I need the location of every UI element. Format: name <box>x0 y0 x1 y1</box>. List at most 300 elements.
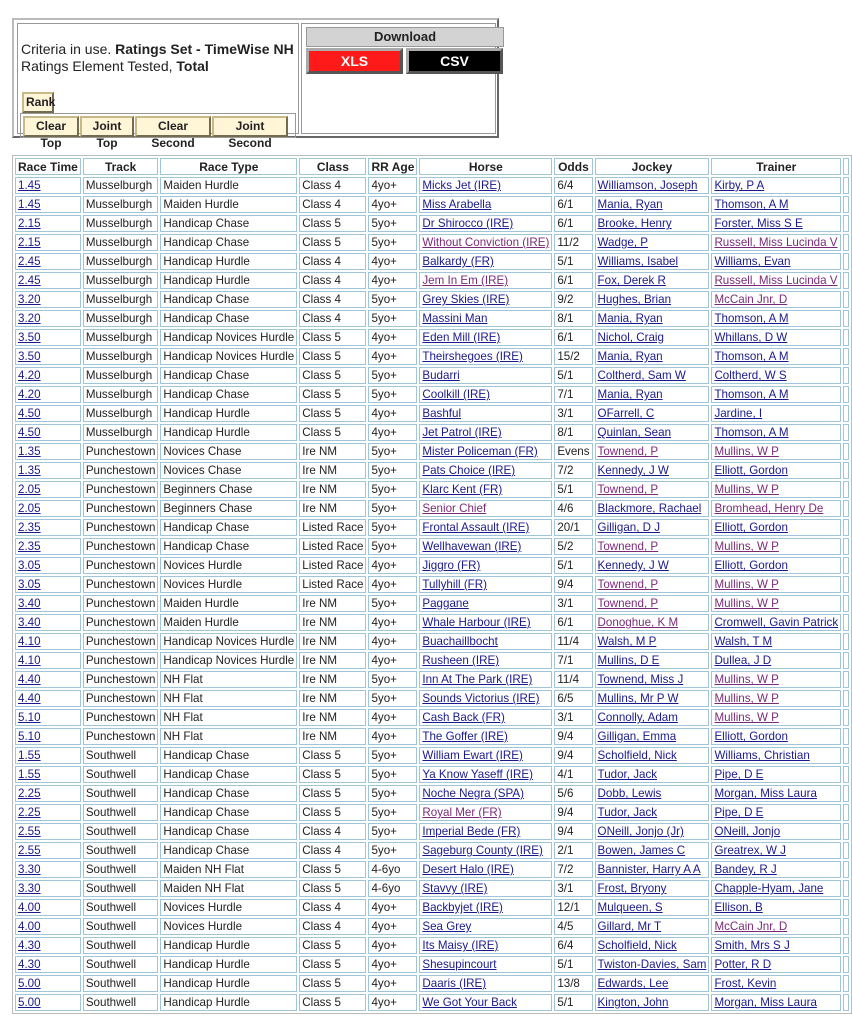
age-cell: 5yo+ <box>368 766 417 783</box>
horse-link[interactable]: Buachaillbocht <box>422 635 498 648</box>
joint-top-button[interactable]: Joint Top <box>80 116 134 137</box>
jockey-link[interactable]: Connolly, Adam <box>597 711 678 724</box>
jockey-cell <box>595 443 710 460</box>
jockey-link[interactable]: Tudor, Jack <box>597 768 658 781</box>
race-time-link[interactable]: 2.35 <box>18 521 41 534</box>
race-time-link[interactable]: 3.50 <box>18 331 41 344</box>
race-time-link[interactable]: 4.00 <box>18 901 41 914</box>
trainer-link[interactable]: Thomson, A M <box>714 350 789 363</box>
horse-cell <box>419 329 552 346</box>
trainer-link[interactable]: Mullins, W P <box>714 578 779 591</box>
track-cell: Punchestown <box>83 576 159 593</box>
jockey-link[interactable]: Williams, Isabel <box>597 255 679 268</box>
jockey-link[interactable]: Kington, John <box>597 996 669 1009</box>
type-cell: Handicap Hurdle <box>160 424 297 441</box>
type-cell: Handicap Hurdle <box>160 975 297 992</box>
joint-second-button[interactable]: Joint Second <box>212 116 288 137</box>
trainer-link[interactable]: Mullins, W P <box>714 540 779 553</box>
xls-download-button[interactable]: XLS <box>306 48 403 74</box>
truncated-cell <box>843 405 849 422</box>
column-header-odds[interactable]: Odds <box>554 158 592 175</box>
trainer-link[interactable]: Kirby, P A <box>714 179 765 192</box>
table-row <box>15 481 849 498</box>
horse-link[interactable]: Rusheen (IRE) <box>422 654 500 667</box>
track-cell: Southwell <box>83 899 159 916</box>
time-cell <box>15 804 81 821</box>
trainer-link[interactable]: Thomson, A M <box>714 198 789 211</box>
jockey-link[interactable]: Quinlan, Sean <box>597 426 672 439</box>
time-cell <box>15 823 81 840</box>
jockey-cell <box>595 880 710 897</box>
trainer-link[interactable]: Thomson, A M <box>714 388 789 401</box>
truncated-cell <box>843 234 849 251</box>
truncated-cell <box>843 557 849 574</box>
race-time-link[interactable]: 5.00 <box>18 977 41 990</box>
class-cell: Class 5 <box>299 367 366 384</box>
race-time-link[interactable]: 5.10 <box>18 711 41 724</box>
horse-cell <box>419 576 552 593</box>
trainer-cell <box>711 348 841 365</box>
horse-link[interactable]: William Ewart (IRE) <box>422 749 523 762</box>
time-cell <box>15 348 81 365</box>
track-cell: Musselburgh <box>83 253 159 270</box>
race-time-link[interactable]: 3.20 <box>18 293 41 306</box>
trainer-link[interactable]: Bromhead, Henry De <box>714 502 824 515</box>
jockey-link[interactable]: ONeill, Jonjo (Jr) <box>597 825 684 838</box>
horse-link[interactable]: Frontal Assault (IRE) <box>422 521 530 534</box>
truncated-cell <box>843 329 849 346</box>
trainer-cell <box>711 367 841 384</box>
jockey-link[interactable]: Hughes, Brian <box>597 293 672 306</box>
jockey-link[interactable]: Mania, Ryan <box>597 312 663 325</box>
horse-link[interactable]: Micks Jet (IRE) <box>422 179 501 192</box>
race-time-link[interactable]: 3.30 <box>18 863 41 876</box>
race-time-link[interactable]: 2.25 <box>18 787 41 800</box>
jockey-link[interactable]: Fox, Derek R <box>597 274 666 287</box>
criteria-element-value: Total <box>176 58 209 74</box>
horse-cell <box>419 177 552 194</box>
track-cell: Punchestown <box>83 557 159 574</box>
track-cell: Southwell <box>83 785 159 802</box>
odds-cell: 9/4 <box>554 804 592 821</box>
race-time-link[interactable]: 1.55 <box>18 749 41 762</box>
column-header-jockey[interactable]: Jockey <box>595 158 710 175</box>
jockey-link[interactable]: Gillard, Mr T <box>597 920 662 933</box>
trainer-cell <box>711 709 841 726</box>
trainer-link[interactable]: Pipe, D E <box>714 768 764 781</box>
table-row <box>15 329 849 346</box>
race-time-link[interactable]: 5.00 <box>18 996 41 1009</box>
trainer-link[interactable]: Bandey, R J <box>714 863 777 876</box>
column-header-horse[interactable]: Horse <box>419 158 552 175</box>
jockey-link[interactable]: Blackmore, Rachael <box>597 502 702 515</box>
table-row <box>15 310 849 327</box>
horse-link[interactable]: Wellhavewan (IRE) <box>422 540 522 553</box>
race-time-link[interactable]: 2.45 <box>18 255 41 268</box>
race-time-link[interactable]: 4.10 <box>18 654 41 667</box>
column-header-track[interactable]: Track <box>83 158 159 175</box>
type-cell: Beginners Chase <box>160 481 297 498</box>
race-time-link[interactable]: 1.45 <box>18 179 41 192</box>
trainer-link[interactable]: Ellison, B <box>714 901 763 914</box>
column-header-rr-age[interactable]: RR Age <box>368 158 417 175</box>
track-cell: Punchestown <box>83 709 159 726</box>
table-row <box>15 196 849 213</box>
horse-link[interactable]: Whale Harbour (IRE) <box>422 616 531 629</box>
horse-link[interactable]: Massini Man <box>422 312 488 325</box>
trainer-link[interactable]: Mullins, W P <box>714 483 779 496</box>
odds-cell: 7/2 <box>554 861 592 878</box>
trainer-cell <box>711 177 841 194</box>
type-cell: Handicap Hurdle <box>160 405 297 422</box>
table-row <box>15 766 849 783</box>
jockey-link[interactable]: Mulqueen, S <box>597 901 663 914</box>
horse-cell <box>419 291 552 308</box>
race-time-link[interactable]: 4.40 <box>18 692 41 705</box>
horse-link[interactable]: Desert Halo (IRE) <box>422 863 514 876</box>
trainer-link[interactable]: Coltherd, W S <box>714 369 787 382</box>
horse-link[interactable]: Inn At The Park (IRE) <box>422 673 533 686</box>
jockey-link[interactable]: Gilligan, Emma <box>597 730 677 743</box>
truncated-cell <box>843 272 849 289</box>
horse-cell <box>419 234 552 251</box>
truncated-cell <box>843 519 849 536</box>
trainer-cell <box>711 804 841 821</box>
horse-link[interactable]: Grey Skies (IRE) <box>422 293 510 306</box>
horse-link[interactable]: The Goffer (IRE) <box>422 730 508 743</box>
race-time-link[interactable]: 2.55 <box>18 825 41 838</box>
column-header-race-time[interactable]: Race Time <box>15 158 81 175</box>
race-time-link[interactable]: 4.00 <box>18 920 41 933</box>
rank-button[interactable]: Rank <box>22 92 54 113</box>
race-time-link[interactable]: 1.55 <box>18 768 41 781</box>
horse-link[interactable]: Jet Patrol (IRE) <box>422 426 502 439</box>
race-time-link[interactable]: 4.10 <box>18 635 41 648</box>
race-time-link[interactable]: 2.15 <box>18 217 41 230</box>
horse-cell <box>419 652 552 669</box>
horse-cell <box>419 766 552 783</box>
trainer-link[interactable]: Chapple-Hyam, Jane <box>714 882 824 895</box>
jockey-link[interactable]: Gilligan, D J <box>597 521 661 534</box>
trainer-cell <box>711 956 841 973</box>
age-cell: 5yo+ <box>368 747 417 764</box>
age-cell: 4yo+ <box>368 405 417 422</box>
race-time-link[interactable]: 2.25 <box>18 806 41 819</box>
horse-link[interactable]: Noche Negra (SPA) <box>422 787 524 800</box>
class-cell: Class 5 <box>299 215 366 232</box>
truncated-cell <box>843 291 849 308</box>
trainer-cell <box>711 785 841 802</box>
track-cell: Musselburgh <box>83 329 159 346</box>
trainer-cell <box>711 253 841 270</box>
race-time-link[interactable]: 4.50 <box>18 426 41 439</box>
trainer-link[interactable]: Greatrex, W J <box>714 844 786 857</box>
horse-link[interactable]: Sea Grey <box>422 920 472 933</box>
time-cell <box>15 177 81 194</box>
time-cell <box>15 652 81 669</box>
race-time-link[interactable]: 4.20 <box>18 369 41 382</box>
type-cell: Maiden Hurdle <box>160 177 297 194</box>
jockey-link[interactable]: Donoghue, K M <box>597 616 679 629</box>
time-cell <box>15 785 81 802</box>
truncated-cell <box>843 918 849 935</box>
jockey-link[interactable]: Bannister, Harry A A <box>597 863 701 876</box>
trainer-link[interactable]: McCain Jnr, D <box>714 293 788 306</box>
jockey-link[interactable]: Twiston-Davies, Sam <box>597 958 707 971</box>
class-cell: Class 4 <box>299 842 366 859</box>
horse-link[interactable]: Bashful <box>422 407 462 420</box>
race-time-link[interactable]: 2.05 <box>18 483 41 496</box>
trainer-link[interactable]: Elliott, Gordon <box>714 730 788 743</box>
results-body <box>15 177 849 1011</box>
trainer-link[interactable]: Thomson, A M <box>714 312 789 325</box>
type-cell: Handicap Novices Hurdle <box>160 633 297 650</box>
jockey-link[interactable]: Williamson, Joseph <box>597 179 698 192</box>
table-row <box>15 994 849 1011</box>
time-cell <box>15 196 81 213</box>
horse-link[interactable]: Cash Back (FR) <box>422 711 505 724</box>
truncated-cell <box>843 443 849 460</box>
type-cell: NH Flat <box>160 690 297 707</box>
jockey-link[interactable]: Bowen, James C <box>597 844 686 857</box>
horse-link[interactable]: Its Maisy (IRE) <box>422 939 499 952</box>
horse-link[interactable]: Sounds Victorius (IRE) <box>422 692 540 705</box>
jockey-link[interactable]: Townend, P <box>597 597 659 610</box>
track-cell: Musselburgh <box>83 310 159 327</box>
race-time-link[interactable]: 3.40 <box>18 597 41 610</box>
jockey-link[interactable]: Scholfield, Nick <box>597 939 677 952</box>
clear-second-button[interactable]: Clear Second <box>135 116 211 137</box>
odds-cell: 8/1 <box>554 424 592 441</box>
horse-link[interactable]: Paggane <box>422 597 469 610</box>
race-time-link[interactable]: 3.30 <box>18 882 41 895</box>
track-cell: Punchestown <box>83 652 159 669</box>
trainer-link[interactable]: Cromwell, Gavin Patrick <box>714 616 839 629</box>
class-cell: Class 5 <box>299 234 366 251</box>
trainer-link[interactable]: Morgan, Miss Laura <box>714 787 817 800</box>
horse-cell <box>419 709 552 726</box>
race-time-link[interactable]: 2.45 <box>18 274 41 287</box>
trainer-link[interactable]: Frost, Kevin <box>714 977 777 990</box>
race-time-link[interactable]: 4.30 <box>18 958 41 971</box>
jockey-link[interactable]: Nichol, Craig <box>597 331 664 344</box>
horse-link[interactable]: Mister Policeman (FR) <box>422 445 538 458</box>
horse-link[interactable]: Daaris (IRE) <box>422 977 487 990</box>
trainer-link[interactable]: Mullins, W P <box>714 673 779 686</box>
jockey-link[interactable]: Mania, Ryan <box>597 350 663 363</box>
age-cell: 5yo+ <box>368 291 417 308</box>
trainer-link[interactable]: Thomson, A M <box>714 426 789 439</box>
horse-link[interactable]: Shesupincourt <box>422 958 497 971</box>
race-time-link[interactable]: 2.15 <box>18 236 41 249</box>
trainer-link[interactable]: McCain Jnr, D <box>714 920 788 933</box>
horse-link[interactable]: We Got Your Back <box>422 996 517 1009</box>
horse-link[interactable]: Eden Mill (IRE) <box>422 331 501 344</box>
horse-cell <box>419 880 552 897</box>
horse-link[interactable]: Jem In Em (IRE) <box>422 274 509 287</box>
trainer-link[interactable]: Williams, Christian <box>714 749 810 762</box>
horse-link[interactable]: Stavvy (IRE) <box>422 882 488 895</box>
age-cell: 5yo+ <box>368 386 417 403</box>
jockey-link[interactable]: Kennedy, J W <box>597 559 669 572</box>
trainer-link[interactable]: Pipe, D E <box>714 806 764 819</box>
trainer-link[interactable]: Potter, R D <box>714 958 772 971</box>
odds-cell: 5/6 <box>554 785 592 802</box>
time-cell <box>15 937 81 954</box>
trainer-link[interactable]: Mullins, W P <box>714 445 779 458</box>
jockey-link[interactable]: Tudor, Jack <box>597 806 658 819</box>
horse-link[interactable]: Without Conviction (IRE) <box>422 236 550 249</box>
horse-link[interactable]: Backbyjet (IRE) <box>422 901 503 914</box>
track-cell: Musselburgh <box>83 272 159 289</box>
clear-top-button[interactable]: Clear Top <box>23 116 79 137</box>
jockey-cell <box>595 462 710 479</box>
trainer-link[interactable]: Elliott, Gordon <box>714 464 788 477</box>
trainer-link[interactable]: Morgan, Miss Laura <box>714 996 817 1009</box>
race-time-link[interactable]: 2.35 <box>18 540 41 553</box>
table-row <box>15 367 849 384</box>
horse-link[interactable]: Ya Know Yaseff (IRE) <box>422 768 533 781</box>
jockey-cell <box>595 253 710 270</box>
jockey-cell <box>595 177 710 194</box>
column-header-trainer[interactable]: Trainer <box>711 158 841 175</box>
horse-link[interactable]: Tullyhill (FR) <box>422 578 487 591</box>
trainer-cell <box>711 861 841 878</box>
horse-link[interactable]: Budarri <box>422 369 460 382</box>
trainer-link[interactable]: Elliott, Gordon <box>714 521 788 534</box>
horse-link[interactable]: Royal Mer (FR) <box>422 806 502 819</box>
odds-cell: 5/1 <box>554 557 592 574</box>
horse-link[interactable]: Klarc Kent (FR) <box>422 483 503 496</box>
trainer-link[interactable]: Smith, Mrs S J <box>714 939 790 952</box>
trainer-link[interactable]: ONeill, Jonjo <box>714 825 781 838</box>
column-header-class[interactable]: Class <box>299 158 366 175</box>
age-cell: 4-6yo <box>368 880 417 897</box>
truncated-cell <box>843 652 849 669</box>
race-time-link[interactable]: 2.55 <box>18 844 41 857</box>
trainer-link[interactable]: Mullins, W P <box>714 597 779 610</box>
odds-cell: 9/4 <box>554 747 592 764</box>
horse-link[interactable]: Coolkill (IRE) <box>422 388 491 401</box>
jockey-link[interactable]: OFarrell, C <box>597 407 655 420</box>
trainer-link[interactable]: Dullea, J D <box>714 654 772 667</box>
trainer-link[interactable]: Mullins, W P <box>714 711 779 724</box>
trainer-link[interactable]: Russell, Miss Lucinda V <box>714 236 838 249</box>
race-time-link[interactable]: 4.50 <box>18 407 41 420</box>
jockey-link[interactable]: Scholfield, Nick <box>597 749 677 762</box>
horse-link[interactable]: Balkardy (FR) <box>422 255 494 268</box>
horse-link[interactable]: Senior Chief <box>422 502 487 515</box>
horse-link[interactable]: Theirshegoes (IRE) <box>422 350 523 363</box>
jockey-link[interactable]: Townend, Miss J <box>597 673 684 686</box>
jockey-link[interactable]: Coltherd, Sam W <box>597 369 686 382</box>
jockey-link[interactable]: Mania, Ryan <box>597 388 663 401</box>
jockey-cell <box>595 405 710 422</box>
race-time-link[interactable]: 4.30 <box>18 939 41 952</box>
time-cell <box>15 481 81 498</box>
jockey-link[interactable]: Mullins, D E <box>597 654 660 667</box>
jockey-link[interactable]: Wadge, P <box>597 236 649 249</box>
jockey-link[interactable]: Edwards, Lee <box>597 977 669 990</box>
jockey-link[interactable]: Brooke, Henry <box>597 217 672 230</box>
race-time-link[interactable]: 1.35 <box>18 464 41 477</box>
jockey-link[interactable]: Frost, Bryony <box>597 882 667 895</box>
trainer-link[interactable]: Whillans, D W <box>714 331 788 344</box>
trainer-link[interactable]: Russell, Miss Lucinda V <box>714 274 838 287</box>
trainer-link[interactable]: Elliott, Gordon <box>714 559 788 572</box>
jockey-link[interactable]: Mullins, Mr P W <box>597 692 679 705</box>
horse-link[interactable]: Sageburg County (IRE) <box>422 844 543 857</box>
age-cell: 5yo+ <box>368 690 417 707</box>
race-time-link[interactable]: 3.20 <box>18 312 41 325</box>
jockey-link[interactable]: Townend, P <box>597 483 659 496</box>
horse-link[interactable]: Jiggro (FR) <box>422 559 481 572</box>
track-cell: Musselburgh <box>83 386 159 403</box>
jockey-link[interactable]: Dobb, Lewis <box>597 787 662 800</box>
jockey-link[interactable]: Kennedy, J W <box>597 464 669 477</box>
race-time-link[interactable]: 1.35 <box>18 445 41 458</box>
jockey-link[interactable]: Townend, P <box>597 578 659 591</box>
time-cell <box>15 272 81 289</box>
truncated-cell <box>843 785 849 802</box>
horse-cell <box>419 899 552 916</box>
race-time-link[interactable]: 1.45 <box>18 198 41 211</box>
trainer-link[interactable]: Walsh, T M <box>714 635 773 648</box>
trainer-link[interactable]: Mullins, W P <box>714 692 779 705</box>
race-time-link[interactable]: 2.05 <box>18 502 41 515</box>
odds-cell: 3/1 <box>554 880 592 897</box>
jockey-cell <box>595 538 710 555</box>
csv-download-button[interactable]: CSV <box>406 48 503 74</box>
time-cell <box>15 424 81 441</box>
time-cell <box>15 576 81 593</box>
jockey-link[interactable]: Walsh, M P <box>597 635 657 648</box>
race-time-link[interactable]: 3.05 <box>18 578 41 591</box>
truncated-cell <box>843 500 849 517</box>
class-cell: Class 5 <box>299 785 366 802</box>
trainer-link[interactable]: Jardine, I <box>714 407 763 420</box>
jockey-link[interactable]: Townend, P <box>597 540 659 553</box>
horse-cell <box>419 215 552 232</box>
truncated-cell <box>843 253 849 270</box>
column-header-race-type[interactable]: Race Type <box>160 158 297 175</box>
jockey-link[interactable]: Townend, P <box>597 445 659 458</box>
horse-link[interactable]: Miss Arabella <box>422 198 492 211</box>
race-time-link[interactable]: 4.20 <box>18 388 41 401</box>
class-cell: Class 4 <box>299 310 366 327</box>
horse-link[interactable]: Imperial Bede (FR) <box>422 825 521 838</box>
race-time-link[interactable]: 4.40 <box>18 673 41 686</box>
trainer-link[interactable]: Forster, Miss S E <box>714 217 803 230</box>
race-time-link[interactable]: 5.10 <box>18 730 41 743</box>
odds-cell: 4/6 <box>554 500 592 517</box>
age-cell: 5yo+ <box>368 595 417 612</box>
horse-link[interactable]: Pats Choice (IRE) <box>422 464 516 477</box>
age-cell: 5yo+ <box>368 785 417 802</box>
race-time-link[interactable]: 3.50 <box>18 350 41 363</box>
type-cell: Maiden Hurdle <box>160 595 297 612</box>
race-time-link[interactable]: 3.05 <box>18 559 41 572</box>
race-time-link[interactable]: 3.40 <box>18 616 41 629</box>
jockey-cell <box>595 728 710 745</box>
trainer-link[interactable]: Williams, Evan <box>714 255 791 268</box>
time-cell <box>15 690 81 707</box>
age-cell: 5yo+ <box>368 842 417 859</box>
jockey-link[interactable]: Mania, Ryan <box>597 198 663 211</box>
table-row <box>15 690 849 707</box>
horse-link[interactable]: Dr Shirocco (IRE) <box>422 217 514 230</box>
track-cell: Punchestown <box>83 614 159 631</box>
